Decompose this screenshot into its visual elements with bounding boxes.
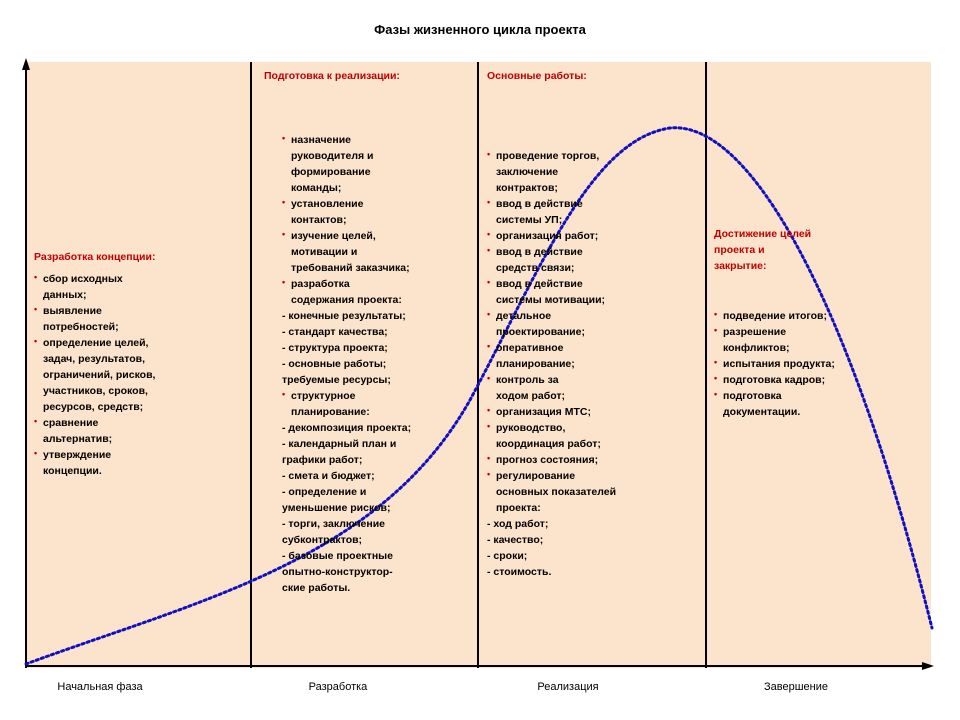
bullet-item: • организация МТС; [487, 404, 702, 420]
sub-item: - декомпозиция проекта; [282, 422, 412, 434]
bullet-item: • руководство, координация работ; [487, 420, 702, 452]
bullet-item: • выявление потребностей; [34, 303, 244, 335]
bullet-item: • ввод в действие системы УП; [487, 196, 702, 228]
bullet-item: • детальное проектирование; [487, 308, 702, 340]
bullet-item: • подготовка кадров; [714, 372, 919, 388]
bullet-item: • определение целей, задач, результатов, ограничений, рисков, участников, сроков, ресурсов, средств; [34, 335, 244, 415]
bullet-item: • сбор исходных данных; [34, 271, 244, 303]
column-heading: Разработка концепции: [34, 251, 156, 263]
bullet-item: • разработка содержания проекта: [282, 276, 474, 308]
column-heading: Подготовка к реализации: [264, 70, 400, 82]
column-preparation [264, 68, 474, 596]
y-axis-arrow [22, 58, 30, 70]
sub-item: - стандарт качества; [282, 326, 388, 338]
bullet-item: • изучение целей, мотивации и требований заказчика; [282, 228, 474, 276]
bullet-item: • сравнение альтернатив; [34, 415, 244, 447]
bullet-item: • ввод в действие средств связи; [487, 244, 702, 276]
sub-item: - основные работы; [282, 358, 387, 370]
phase-label-implementation: Реализация [537, 681, 599, 693]
bullet-item: • прогноз состояния; [487, 452, 702, 468]
column-items [714, 308, 919, 420]
sub-item: требуемые ресурсы; [282, 374, 391, 386]
sub-item: - календарный план и графики работ; [282, 438, 397, 466]
column-heading: Достижение целей проекта и закрытие: [714, 228, 812, 272]
sub-item: - определение и уменьшение рисков; [282, 486, 391, 514]
bullet-item: • установление контактов; [282, 196, 474, 228]
bullet-item: • контроль за ходом работ; [487, 372, 702, 404]
diagram-title: Фазы жизненного цикла проекта [374, 22, 586, 37]
bullet-item: • регулирование основных показателей проекта: [487, 468, 702, 516]
sub-item: - стоимость. [487, 566, 552, 578]
bullet-item: • организация работ; [487, 228, 702, 244]
bullet-item: • подготовка документации. [714, 388, 919, 420]
sub-item: - конечные результаты; [282, 310, 406, 322]
bullet-item: • разрешение конфликтов; [714, 324, 919, 356]
x-axis-arrow [922, 662, 934, 670]
bullet-item: • назначение руководителя и формирование команды; [282, 132, 474, 196]
phase-label-initial: Начальная фаза [57, 681, 143, 693]
sub-item: - смета и бюджет; [282, 470, 375, 482]
phase-label-completion: Завершение [764, 681, 828, 693]
sub-item: - качество; [487, 534, 544, 546]
bullet-item: • проведение торгов, заключение контрактов; [487, 148, 702, 196]
sub-item: - ход работ; [487, 518, 549, 530]
phase-label-development: Разработка [308, 681, 368, 693]
bullet-item: • оперативное планирование; [487, 340, 702, 372]
bullet-item: • утверждение концепции. [34, 447, 244, 479]
column-heading: Основные работы: [487, 70, 587, 82]
column-main-work [487, 68, 702, 580]
column-closure [714, 226, 919, 420]
column-items [487, 148, 702, 580]
bullet-item: • подведение итогов; [714, 308, 919, 324]
sub-item: - базовые проектные опытно-конструктор- ские работы. [282, 550, 393, 594]
column-items [34, 271, 244, 479]
column-concept [34, 249, 244, 479]
sub-item: - структура проекта; [282, 342, 388, 354]
sub-item: - сроки; [487, 550, 528, 562]
bullet-item: • ввод в действие системы мотивации; [487, 276, 702, 308]
sub-item: - торги, заключение субконтрактов; [282, 518, 386, 546]
column-items [264, 132, 474, 596]
bullet-item: • испытания продукта; [714, 356, 919, 372]
bullet-item: • структурное планирование: [282, 388, 474, 420]
